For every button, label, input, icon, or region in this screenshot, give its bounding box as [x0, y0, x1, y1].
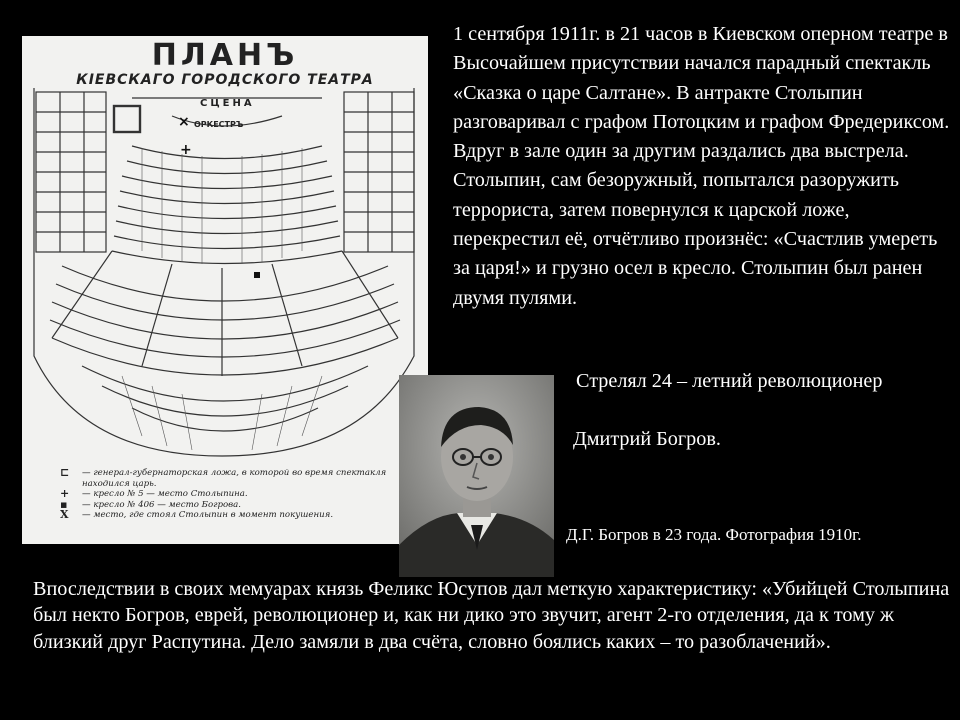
legend-symbol: ▪ — [60, 497, 68, 511]
bogrov-portrait-photo — [399, 375, 554, 577]
shooter-line-2: Дмитрий Богров. — [573, 428, 721, 450]
svg-text:×: × — [178, 114, 190, 130]
legend-row-tsar-box — [60, 468, 390, 489]
main-narrative-text: 1 сентября 1911г. в 21 часов в Киевском оперном театре в Высочайшем присутствии начался парадный спектакль «Сказка о царе Салтане». В антракте Столыпин разговаривал с графом Потоцким и графом Фредериксом. Вдруг в зале один за другим раздались два выстрела. Столыпин, сам безоружный, попытался разоружить террориста, затем повернулся к царской ложе, перекрестил её, отчётливо произнёс: «Счастлив умереть за царя!» и грузно осел в кресло. Столыпин был ранен двумя пулями. — [453, 23, 950, 309]
svg-text:+: + — [180, 142, 192, 158]
plan-stage-label: СЦЕНА — [200, 98, 255, 109]
legend-row-stolypin-seat — [60, 489, 390, 500]
plan-subtitle: КІЕВСКАГО ГОРОДСКОГО ТЕАТРА — [76, 72, 374, 88]
theatre-plan-image — [22, 36, 428, 544]
legend-row-bogrov-seat — [60, 497, 390, 511]
legend-symbol: ⊏ — [60, 466, 70, 479]
legend-text: — кресло № 406 — место Богрова. — [82, 499, 242, 510]
legend-symbol: X — [60, 508, 69, 522]
legend-text: — место, где стоял Столыпин в момент покушения. — [82, 510, 334, 521]
legend-row-attack-place — [60, 510, 390, 521]
plan-orchestra-label: ОРКЕСТРЪ — [194, 120, 244, 129]
legend-text: — генерал-губернаторская ложа, в которой во время спектакля находился царь. — [82, 468, 387, 489]
portrait-drawing — [399, 375, 554, 577]
plan-title: ПЛАНЪ — [151, 38, 299, 73]
shooter-line-1: Стрелял 24 – летний революционер — [576, 370, 883, 392]
legend-symbol: + — [60, 487, 70, 501]
legend-text: — кресло № 5 — место Столыпина. — [82, 489, 248, 500]
plan-legend — [60, 468, 390, 521]
photo-caption: Д.Г. Богров в 23 года. Фотография 1910г. — [566, 525, 862, 544]
memoir-quote-text: Впоследствии в своих мемуарах князь Феликс Юсупов дал меткую характеристику: «Убийцей Столыпина был некто Богров, еврей, революционер и, как ни дико это звучит, агент 2-го отделения, да к тому ж близкий друг Распутина. Дело замяли в два счёта, словно боялись каких – то разоблачений». — [33, 578, 950, 653]
